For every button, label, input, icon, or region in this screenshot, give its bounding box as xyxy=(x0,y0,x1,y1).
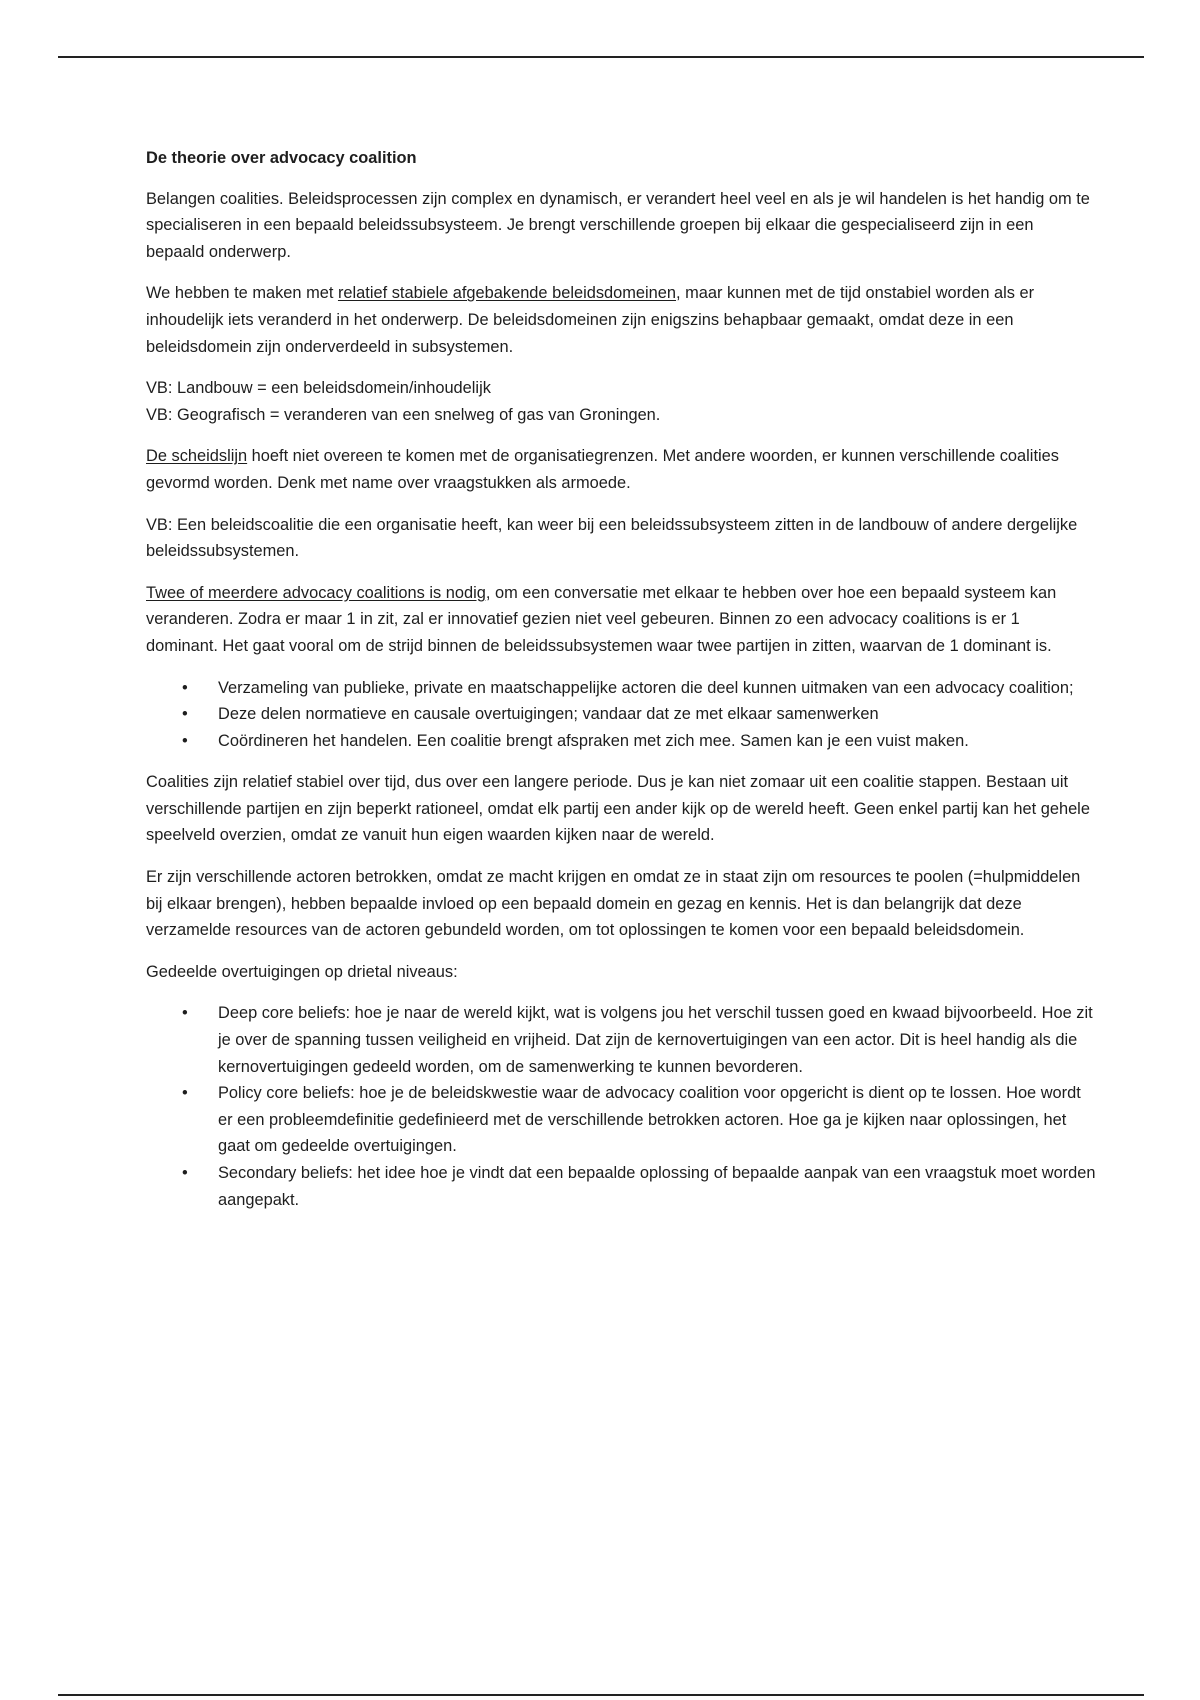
paragraph-beleidscoalitie-example: VB: Een beleidscoalitie die een organisatie heeft, kan weer bij een beleidssubsysteem zitten in de landbouw of andere dergelijke beleidssubsystemen. xyxy=(146,515,1078,561)
list-item-text: Policy core beliefs: hoe je de beleidskwestie waar de advocacy coalition voor opgericht is dient op te lossen. Hoe wordt er een probleemdefinitie gedefinieerd met de verschillende betrokken actoren. Hoe ga je kijken naar oplossingen, het gaat om gedeelde overtuigingen. xyxy=(218,1084,1081,1156)
list-item xyxy=(146,1160,1096,1213)
list-item-text: Coördineren het handelen. Een coalitie brengt afspraken met zich mee. Samen kan je een vuist maken. xyxy=(218,731,969,750)
paragraph-text: , om een conversatie met elkaar te hebben over hoe een bepaald systeem kan veranderen. Zodra er maar 1 in zit, zal er innovatief gezien niet veel gebeuren. Binnen zo een advocacy coalitions is er 1 dominant. Het gaat vooral om de strijd binnen de beleidssubsystemen waar twee partijen in zitten, waarvan de 1 dominant is. xyxy=(146,583,1057,655)
list-item xyxy=(146,1000,1096,1080)
underlined-phrase: Twee of meerdere advocacy coalitions is nodig xyxy=(146,583,486,602)
example-line: VB: Landbouw = een beleidsdomein/inhoudelijk xyxy=(146,379,491,398)
paragraph-actoren-resources: Er zijn verschillende actoren betrokken, omdat ze macht krijgen en omdat ze in staat zijn om resources te poolen (=hulpmiddelen bij elkaar brengen), hebben bepaalde invloed op een bepaald domein en gezag en kennis. Het is dan belangrijk dat deze verzamelde resources van de actoren gebundeld worden, om tot oplossingen te komen voor een bepaald beleidsdomein. xyxy=(146,868,1081,940)
paragraph-text: , maar kunnen met de tijd onstabiel worden als er inhoudelijk iets veranderd in het onderwerp. De beleidsdomeinen zijn enigszins behapbaar gemaakt, omdat deze in een beleidsdomein zijn onderverdeeld in subsystemen. xyxy=(146,284,1035,356)
list-item xyxy=(146,728,1096,755)
bullet-icon: • xyxy=(182,1084,188,1103)
paragraph-belangen-coalities: Belangen coalities. Beleidsprocessen zijn complex en dynamisch, er verandert heel veel en als je wil handelen is het handig om te specialiseren in een bepaald beleidssubsysteem. Je brengt verschillende groepen bij elkaar die gespecialiseerd zijn in een bepaald onderwerp. xyxy=(146,189,1090,261)
bullet-list-coalition-traits xyxy=(146,675,1096,755)
section-heading: De theorie over advocacy coalition xyxy=(146,149,417,167)
paragraph-coalities-stabiel: Coalities zijn relatief stabiel over tijd, dus over een langere periode. Dus je kan niet zomaar uit een coalitie stappen. Bestaan uit verschillende partijen en zijn beperkt rationeel, omdat elk partij een ander kijk op de wereld heeft. Geen enkel partij kan het gehele speelveld overzien, omdat ze vanuit hun eigen waarden kijken naar de wereld. xyxy=(146,773,1090,845)
underlined-phrase: relatief stabiele afgebakende beleidsdomeinen xyxy=(337,284,677,303)
header-rule xyxy=(58,56,1144,58)
list-item-text: Secondary beliefs: het idee hoe je vindt dat een bepaalde oplossing of bepaalde aanpak van een vraagstuk moet worden aangepakt. xyxy=(218,1164,1096,1209)
list-item-text: Deze delen normatieve en causale overtuigingen; vandaar dat ze met elkaar samenwerken xyxy=(218,705,879,724)
list-item xyxy=(146,675,1096,702)
bullet-icon: • xyxy=(182,1004,188,1023)
paragraph-text: hoeft niet overeen te komen met de organisatiegrenzen. Met andere woorden, er kunnen verschillende coalities gevormd worden. Denk met name over vraagstukken als armoede. xyxy=(146,447,1059,492)
paragraph-gedeelde-overtuigingen: Gedeelde overtuigingen op drietal niveaus: xyxy=(146,962,458,981)
paragraph-beleidsdomeinen xyxy=(146,280,1096,360)
paragraph-twee-coalitions xyxy=(146,580,1096,660)
underlined-phrase: De scheidslijn xyxy=(146,447,248,466)
bullet-list-belief-levels xyxy=(146,1000,1096,1213)
bullet-icon: • xyxy=(182,731,188,750)
bullet-icon: • xyxy=(182,678,188,697)
paragraph-text: We hebben te maken met xyxy=(146,284,338,303)
list-item xyxy=(146,1080,1096,1160)
document-body xyxy=(146,145,1096,1228)
list-item xyxy=(146,701,1096,728)
list-item-text: Verzameling van publieke, private en maatschappelijke actoren die deel kunnen uitmaken van een advocacy coalition; xyxy=(218,678,1074,697)
examples-block xyxy=(146,375,1096,428)
footer-rule xyxy=(58,1694,1144,1696)
example-line: VB: Geografisch = veranderen van een snelweg of gas van Groningen. xyxy=(146,405,661,424)
bullet-icon: • xyxy=(182,1164,188,1182)
paragraph-scheidslijn xyxy=(146,443,1096,496)
list-item-text: Deep core beliefs: hoe je naar de wereld kijkt, wat is volgens jou het verschil tussen goed en kwaad bijvoorbeeld. Hoe zit je over de spanning tussen veiligheid en vrijheid. Dat zijn de kernovertuigingen van een actor. Dit is heel handig als die kernovertuigingen gedeeld worden, om de samenwerking te kunnen bevorderen. xyxy=(218,1004,1093,1076)
bullet-icon: • xyxy=(182,705,188,724)
